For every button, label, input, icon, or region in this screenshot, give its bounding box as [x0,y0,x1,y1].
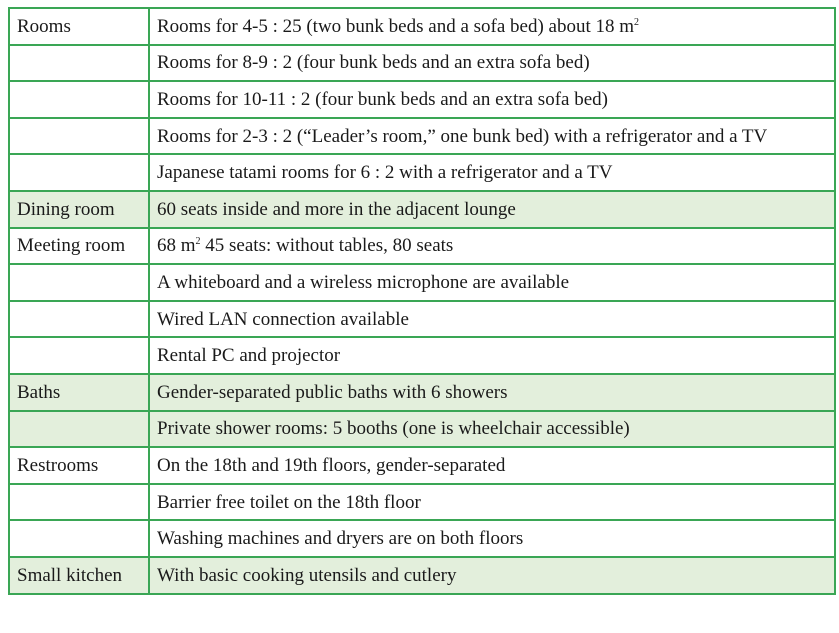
category-cell: Meeting room [9,228,149,265]
description-cell [149,81,835,118]
table-row [9,81,835,118]
description-text: Washing machines and dryers are on both floors [157,528,524,550]
category-cell: Dining room [9,191,149,228]
description-cell [149,45,835,82]
description-cell [149,118,835,155]
description-text: Private shower rooms: 5 booths (one is wheelchair accessible) [157,418,630,440]
facilities-table-body [9,8,835,594]
description-cell [149,447,835,484]
description-text: 68 m [157,235,196,257]
description-text: Rental PC and projector [157,345,341,367]
description-cell [149,374,835,411]
table-row [9,374,835,411]
category-cell [9,337,149,374]
facilities-table [8,7,836,595]
table-row [9,484,835,521]
description-cell [149,301,835,338]
table-row [9,154,835,191]
description-cell [149,264,835,301]
table-row [9,447,835,484]
table-row [9,411,835,448]
description-text: Wired LAN connection available [157,308,409,330]
description-cell [149,191,835,228]
category-cell [9,301,149,338]
table-row [9,264,835,301]
description-cell [149,228,835,265]
description-cell [149,154,835,191]
description-cell [149,8,835,45]
description-cell [149,337,835,374]
description-text: Rooms for 4-5 : 25 (two bunk beds and a sofa bed) about 18 m [157,15,635,37]
description-text-continued: 45 seats: without tables, 80 seats [200,235,454,257]
category-cell [9,520,149,557]
table-row [9,301,835,338]
table-row [9,337,835,374]
description-text: A whiteboard and a wireless microphone are available [157,271,570,293]
description-text: Rooms for 8-9 : 2 (four bunk beds and an extra sofa bed) [157,52,590,74]
category-cell [9,81,149,118]
superscript-text: 2 [634,16,640,28]
category-cell [9,264,149,301]
category-cell [9,154,149,191]
category-cell [9,484,149,521]
description-cell [149,520,835,557]
table-row [9,118,835,155]
table-row [9,520,835,557]
category-cell: Baths [9,374,149,411]
description-text: Japanese tatami rooms for 6 : 2 with a refrigerator and a TV [157,162,613,184]
superscript-text: 2 [195,236,201,248]
description-text: On the 18th and 19th floors, gender-separated [157,454,506,476]
description-text: Gender-separated public baths with 6 showers [157,381,508,403]
description-cell [149,411,835,448]
category-cell [9,118,149,155]
description-text: Barrier free toilet on the 18th floor [157,491,421,513]
category-cell: Rooms [9,8,149,45]
category-cell: Small kitchen [9,557,149,594]
description-cell [149,484,835,521]
description-text: With basic cooking utensils and cutlery [157,564,457,586]
table-row [9,228,835,265]
description-cell [149,557,835,594]
description-text: 60 seats inside and more in the adjacent lounge [157,198,516,220]
category-cell [9,411,149,448]
table-row [9,45,835,82]
table-row [9,8,835,45]
category-cell [9,45,149,82]
category-cell: Restrooms [9,447,149,484]
table-row [9,191,835,228]
table-row [9,557,835,594]
description-text: Rooms for 2-3 : 2 (“Leader’s room,” one bunk bed) with a refrigerator and a TV [157,125,768,147]
description-text: Rooms for 10-11 : 2 (four bunk beds and an extra sofa bed) [157,88,608,110]
